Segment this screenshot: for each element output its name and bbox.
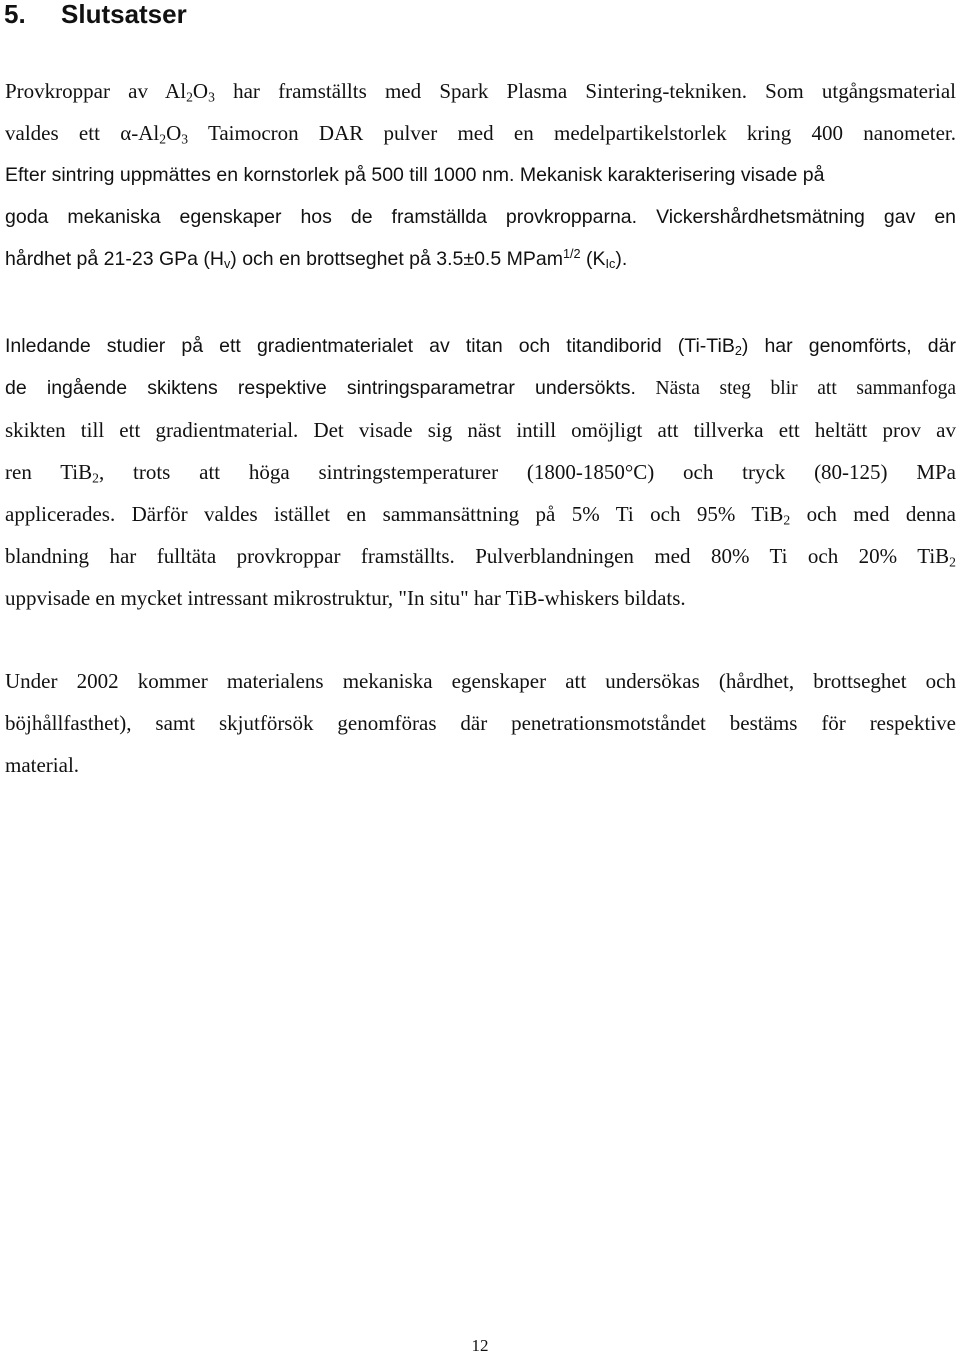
text-line bbox=[5, 660, 956, 702]
text-span: O bbox=[192, 79, 209, 103]
section-heading bbox=[4, 0, 187, 34]
text-span: -Al bbox=[131, 121, 160, 145]
text-span: applicerades. bbox=[5, 502, 116, 526]
text-line bbox=[5, 112, 956, 154]
subscript: v bbox=[223, 257, 231, 272]
text-span: och med denna bbox=[790, 502, 956, 526]
text-line bbox=[5, 451, 956, 493]
subscript: 2 bbox=[783, 512, 791, 528]
text-span: Inledande studier på ett gradientmaterialet av titan och titandiborid (Ti-TiB bbox=[5, 335, 735, 357]
text-span: Taimocron DAR pulver med en medelpartikelstorlek kring 400 nanometer. bbox=[188, 121, 957, 145]
text-line bbox=[5, 577, 956, 619]
text-span: Det visade sig näst intill omöjligt att tillverka ett heltätt prov av bbox=[298, 418, 956, 442]
paragraph-future-work bbox=[5, 660, 956, 786]
text-span: Vickershårdhetsmätning gav en bbox=[637, 206, 957, 228]
subscript: 3 bbox=[208, 89, 215, 105]
text-line bbox=[5, 367, 956, 409]
text-line bbox=[5, 70, 956, 112]
text-line bbox=[5, 238, 956, 280]
text-span: Nästa steg blir att sammanfoga bbox=[635, 378, 957, 399]
subscript: 3 bbox=[181, 131, 189, 147]
text-span: Provkroppar av Al bbox=[5, 79, 187, 103]
text-line bbox=[5, 196, 956, 238]
text-span: blandning har fulltäta provkroppar framställts. bbox=[5, 544, 455, 568]
text-line bbox=[5, 744, 956, 786]
text-line bbox=[5, 702, 956, 744]
text-span: hårdhet på 21-23 GPa (H bbox=[5, 248, 224, 270]
text-line bbox=[5, 154, 956, 196]
text-span: böjhållfasthet), samt skjutförsök genomföras där penetrationsmotståndet bestäms för respektive bbox=[5, 711, 956, 735]
text-line bbox=[5, 535, 956, 577]
subscript: Ic bbox=[605, 257, 616, 272]
page-number: 12 bbox=[471, 1336, 489, 1355]
text-line bbox=[5, 325, 956, 367]
text-span: ) har genomförts, där bbox=[741, 335, 956, 357]
section-title: Slutsatser bbox=[61, 0, 187, 29]
subscript: 2 bbox=[159, 131, 167, 147]
section-number: 5. bbox=[4, 0, 26, 29]
text-span: de ingående skiktens respektive sintringsparametrar undersökts. bbox=[5, 377, 636, 399]
text-span: valdes ett bbox=[5, 121, 121, 145]
text-span: skikten till ett gradientmaterial. bbox=[5, 418, 299, 442]
text-span: Därför valdes istället en sammansättning på 5% Ti och 95% TiB bbox=[115, 502, 784, 526]
text-span: Under 2002 kommer materialens mekaniska egenskaper att undersökas (hårdhet, brottseghet och bbox=[5, 669, 956, 693]
subscript: 2 bbox=[734, 344, 742, 359]
text-span: goda mekaniska egenskaper hos de framställda provkropparna. bbox=[5, 206, 638, 228]
text-span: (K bbox=[580, 248, 606, 270]
text-span: O bbox=[166, 121, 182, 145]
text-span: Efter sintring uppmättes en kornstorlek på 500 till 1000 nm. Mekanisk karakterisering visade på bbox=[5, 164, 825, 186]
subscript: 2 bbox=[186, 89, 193, 105]
text-span: material. bbox=[5, 753, 80, 777]
superscript: 1/2 bbox=[562, 247, 581, 262]
alpha-symbol: α bbox=[120, 121, 132, 145]
text-span: ). bbox=[615, 248, 628, 270]
subscript: 2 bbox=[92, 470, 99, 486]
text-span: har framställts med Spark Plasma Sintering-tekniken. Som utgångsmaterial bbox=[214, 79, 956, 103]
paragraph-gradient-material bbox=[5, 325, 956, 619]
text-span: uppvisade en mycket intressant mikrostruktur, "In situ" har TiB-whiskers bildats. bbox=[5, 586, 686, 610]
text-span: ren TiB bbox=[5, 460, 93, 484]
text-line bbox=[5, 493, 956, 535]
text-span: , trots att höga sintringstemperaturer (1800-1850°C) och tryck (80-125) MPa bbox=[98, 460, 956, 484]
subscript: 2 bbox=[949, 554, 956, 570]
text-span: Pulverblandningen med 80% Ti och 20% TiB bbox=[454, 544, 950, 568]
paragraph-results bbox=[5, 70, 956, 280]
text-line bbox=[5, 409, 956, 451]
text-span: ) och en brottseghet på 3.5±0.5 MPam bbox=[230, 248, 563, 270]
